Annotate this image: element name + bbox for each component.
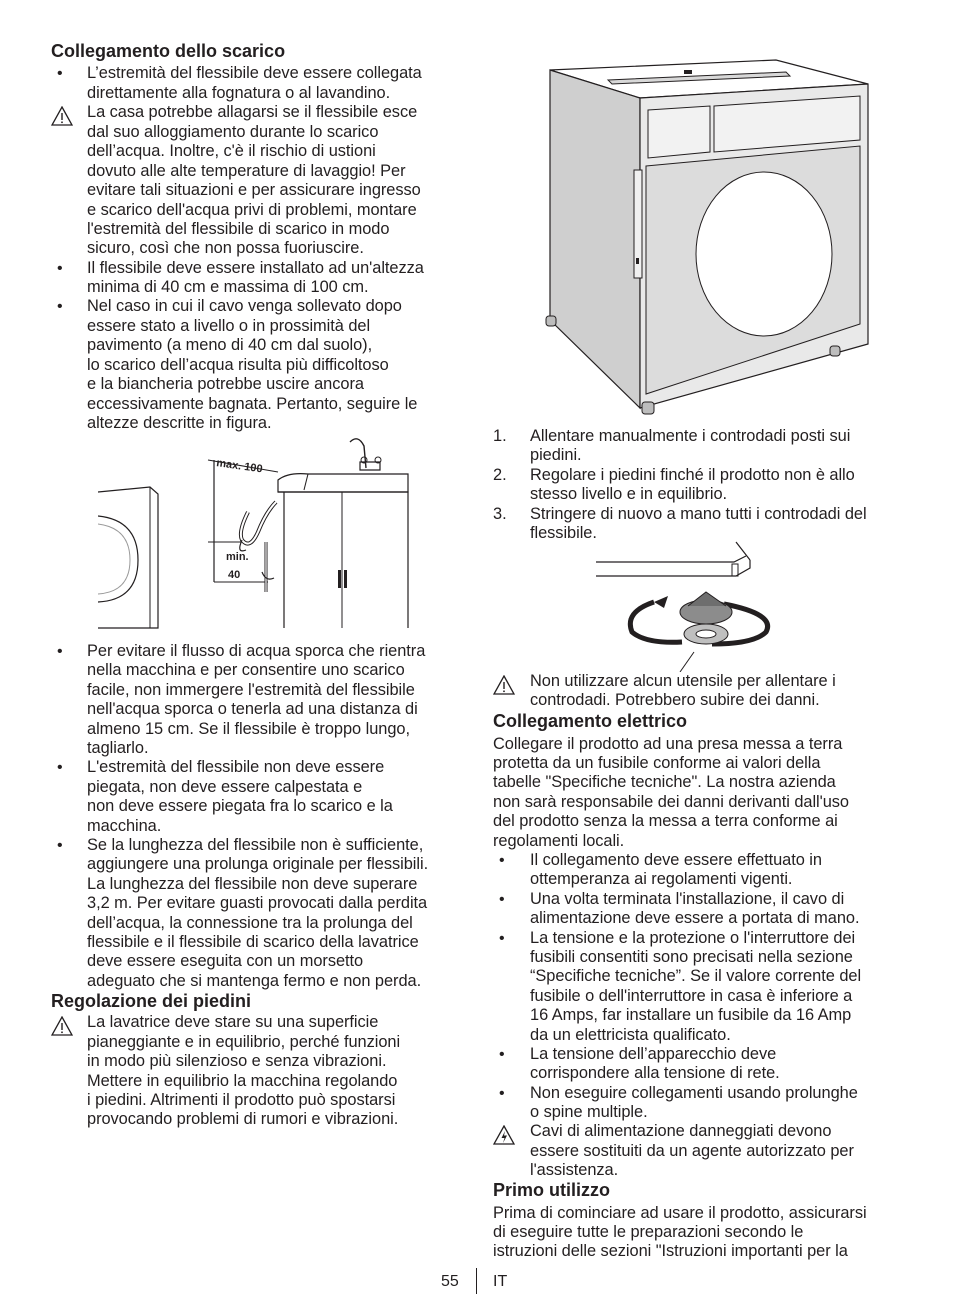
text-line: non deve essere piegata fra lo scarico e la bbox=[87, 797, 393, 815]
text-line: dal suo alloggiamento durante lo scarico bbox=[87, 123, 379, 141]
bullet-dot: • bbox=[57, 65, 63, 82]
bullet-dot: • bbox=[57, 298, 63, 315]
text-line: minima di 40 cm e massima di 100 cm. bbox=[87, 278, 369, 296]
text-line: evitare tali situazioni e per assicurare ingresso bbox=[87, 181, 421, 199]
text-line: protetta da un fusibile conforme ai valori della bbox=[493, 754, 821, 772]
text-line: Nel caso in cui il cavo venga sollevato dopo bbox=[87, 297, 402, 315]
language-code: IT bbox=[493, 1273, 508, 1290]
section-title-primo-utilizzo: Primo utilizzo bbox=[493, 1180, 610, 1200]
bullet-dot: • bbox=[57, 643, 63, 660]
footer-divider bbox=[476, 1268, 477, 1294]
step-number: 1. bbox=[493, 427, 507, 445]
step-number: 2. bbox=[493, 466, 507, 484]
text-line: essere stato a livello o in prossimità del bbox=[87, 317, 371, 335]
section-title-scarico: Collegamento dello scarico bbox=[51, 41, 286, 61]
text-line: nella macchina e per consentire uno scarico bbox=[87, 661, 405, 679]
warning-icon bbox=[51, 106, 73, 126]
text-line: facile, non immergere l'estremità del flessibile bbox=[87, 681, 415, 699]
text-line: in modo più silenzioso e senza vibrazioni. bbox=[87, 1052, 387, 1070]
text-line: nell'acqua sporca o tenerla ad una distanza di bbox=[87, 700, 418, 718]
bullet-dot: • bbox=[499, 930, 505, 947]
text-line: ottemperanza ai regolamenti vigenti. bbox=[530, 870, 793, 888]
text-line: Prima di cominciare ad usare il prodotto, assicurarsi bbox=[493, 1204, 867, 1222]
text-line: 16 Amps, far installare un fusibile da 16 Amp bbox=[530, 1006, 852, 1024]
text-line: e scarico dell'acqua privi di problemi, montare bbox=[87, 201, 417, 219]
text-line: essere sostituiti da un agente autorizzato per bbox=[530, 1142, 854, 1160]
text-line: tagliarlo. bbox=[87, 739, 149, 757]
text-line: La tensione e la protezione o l'interruttore dei bbox=[530, 929, 856, 947]
min-height-label: min. bbox=[226, 551, 249, 563]
text-line: direttamente alla fognatura o al lavandino. bbox=[87, 84, 391, 102]
text-line: alimentazione deve essere a portata di mano. bbox=[530, 909, 860, 927]
text-line: dell’acqua, la connessione tra la prolunga del bbox=[87, 914, 413, 932]
text-line: e la biancheria potrebbe uscire ancora bbox=[87, 375, 364, 393]
bullet-dot: • bbox=[499, 1046, 505, 1063]
max-height-label: max. 100 bbox=[215, 457, 264, 476]
bullet-dot: • bbox=[57, 759, 63, 776]
text-line: Non utilizzare alcun utensile per allentare i bbox=[530, 672, 836, 690]
washing-machine-illustration bbox=[538, 58, 870, 420]
text-line: Se la lunghezza del flessibile non è sufficiente, bbox=[87, 836, 424, 854]
text-line: non sarà responsabile dei danni derivanti dall'uso bbox=[493, 793, 849, 811]
text-line: lo scarico dell’acqua risulta più difficoltoso bbox=[87, 356, 389, 374]
text-line: macchina. bbox=[87, 817, 162, 835]
page-number: 55 bbox=[441, 1273, 459, 1290]
bullet-dot: • bbox=[499, 852, 505, 869]
text-line: deve essere eseguita con un morsetto bbox=[87, 952, 364, 970]
text-line: 3,2 m. Per evitare guasti provocati dalla perdita bbox=[87, 894, 428, 912]
warning-icon bbox=[493, 675, 515, 695]
text-line: flessibile e il flessibile di scarico della lavatrice bbox=[87, 933, 419, 951]
text-line: pianeggiante e in equilibrio, perché funzioni bbox=[87, 1033, 401, 1051]
text-line: aggiungere una prolunga originale per flessibili. bbox=[87, 855, 429, 873]
text-line: almeno 15 cm. Se il flessibile è troppo lungo, bbox=[87, 720, 410, 738]
text-line: eccessivamente bagnata. Pertanto, seguire le bbox=[87, 395, 418, 413]
text-line: La casa potrebbe allagarsi se il flessibile esce bbox=[87, 103, 418, 121]
bullet-dot: • bbox=[499, 1085, 505, 1102]
drain-hose-height-illustration bbox=[98, 432, 414, 630]
step-line: Regolare i piedini finché il prodotto non è allo bbox=[530, 466, 855, 484]
text-line: adeguato che si mantenga fermo e non perda. bbox=[87, 972, 422, 990]
text-line: Mettere in equilibrio la macchina regolando bbox=[87, 1072, 398, 1090]
text-line: altezze descritte in figura. bbox=[87, 414, 272, 432]
text-line: di eseguire tutte le preparazioni secondo le bbox=[493, 1223, 804, 1241]
text-line: o spine multiple. bbox=[530, 1103, 648, 1121]
bullet-dot: • bbox=[499, 891, 505, 908]
text-line: del prodotto senza la messa a terra conforme ai bbox=[493, 812, 838, 830]
text-line: corrispondere alla tensione di rete. bbox=[530, 1064, 780, 1082]
step-number: 3. bbox=[493, 505, 507, 523]
text-line: La lunghezza del flessibile non deve superare bbox=[87, 875, 418, 893]
text-line: dell’acqua. Inoltre, c'è il rischio di ustioni bbox=[87, 142, 376, 160]
text-line: La tensione dell’apparecchio deve bbox=[530, 1045, 777, 1063]
min-height-value: 40 bbox=[228, 569, 241, 581]
text-line: piegata, non deve essere calpestata e bbox=[87, 778, 363, 796]
text-line: l'estremità del flessibile di scarico in modo bbox=[87, 220, 390, 238]
text-line: La lavatrice deve stare su una superficie bbox=[87, 1013, 379, 1031]
bullet-dot: • bbox=[57, 837, 63, 854]
step-line: stesso livello e in equilibrio. bbox=[530, 485, 728, 503]
text-line: L’estremità del flessibile deve essere collegata bbox=[87, 64, 422, 82]
text-line: Collegare il prodotto ad una presa messa a terra bbox=[493, 735, 843, 753]
text-line: regolamenti locali. bbox=[493, 832, 625, 850]
text-line: provocando problemi di rumori e vibrazioni. bbox=[87, 1110, 399, 1128]
section-title-elettrico: Collegamento elettrico bbox=[493, 711, 688, 731]
text-line: dovuto alle alte temperature di lavaggio! Per bbox=[87, 162, 406, 180]
step-line: Allentare manualmente i controdadi posti sui bbox=[530, 427, 851, 445]
foot-adjustment-illustration bbox=[594, 540, 786, 672]
text-line: istruzioni delle sezioni "Istruzioni importanti per la bbox=[493, 1242, 848, 1260]
bullet-dot: • bbox=[57, 260, 63, 277]
step-line: Stringere di nuovo a mano tutti i controdadi del bbox=[530, 505, 867, 523]
step-line: piedini. bbox=[530, 446, 582, 464]
electric-warning-icon bbox=[493, 1125, 515, 1145]
text-line: Il collegamento deve essere effettuato in bbox=[530, 851, 822, 869]
text-line: L'estremità del flessibile non deve essere bbox=[87, 758, 385, 776]
text-line: tabelle "Specifiche tecniche". La nostra azienda bbox=[493, 773, 836, 791]
text-line: fusibili consentiti sono precisati nella sezione bbox=[530, 948, 853, 966]
step-line: flessibile. bbox=[530, 524, 597, 542]
text-line: i piedini. Altrimenti il prodotto può spostarsi bbox=[87, 1091, 396, 1109]
text-line: Non eseguire collegamenti usando prolunghe bbox=[530, 1084, 858, 1102]
warning-icon bbox=[51, 1016, 73, 1036]
text-line: Una volta terminata l'installazione, il cavo di bbox=[530, 890, 845, 908]
text-line: Il flessibile deve essere installato ad un'altezza bbox=[87, 259, 424, 277]
text-line: Per evitare il flusso di acqua sporca che rientra bbox=[87, 642, 426, 660]
text-line: pavimento (a meno di 40 cm dal suolo), bbox=[87, 336, 373, 354]
text-line: fusibile o dell'interruttore in casa è inferiore a bbox=[530, 987, 853, 1005]
text-line: da un elettricista qualificato. bbox=[530, 1026, 731, 1044]
text-line: sicuro, così che non possa fuoriuscire. bbox=[87, 239, 364, 257]
text-line: “Specifiche tecniche”. Se il valore corrente del bbox=[530, 967, 862, 985]
section-title-piedini: Regolazione dei piedini bbox=[51, 991, 252, 1011]
text-line: l'assistenza. bbox=[530, 1161, 619, 1179]
text-line: Cavi di alimentazione danneggiati devono bbox=[530, 1122, 832, 1140]
text-line: controdadi. Potrebbero subire dei danni. bbox=[530, 691, 820, 709]
